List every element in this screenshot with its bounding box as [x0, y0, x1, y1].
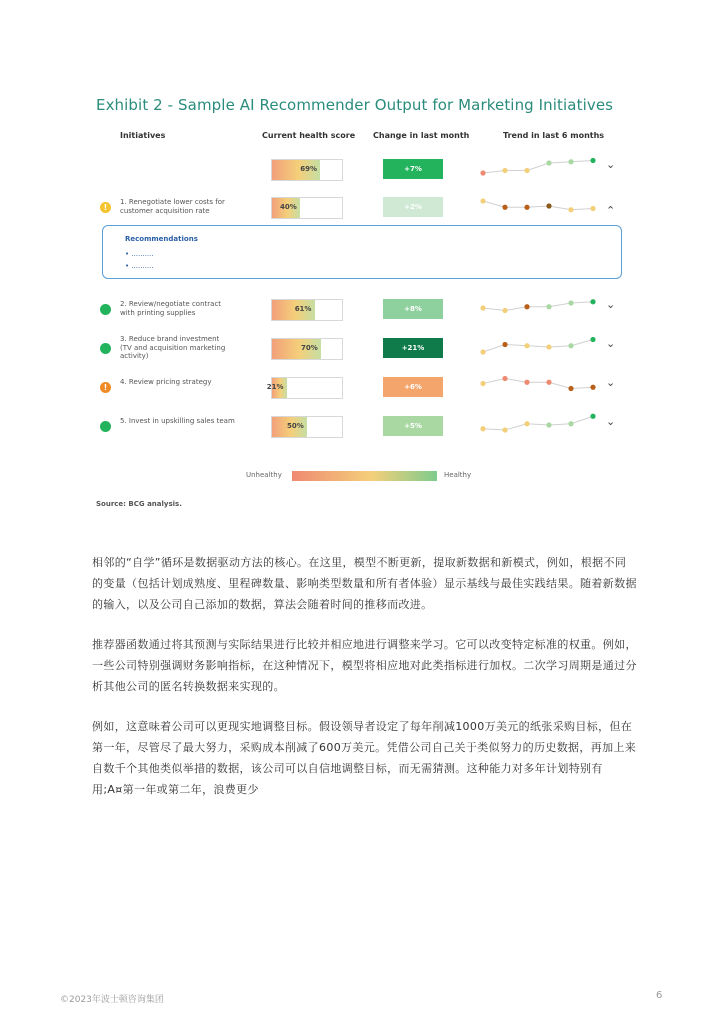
- health-score-bar: [271, 338, 343, 360]
- good-status-icon: [100, 343, 111, 354]
- health-score-value: 61%: [294, 305, 312, 313]
- change-badge: +6%: [383, 377, 443, 397]
- health-score-value: 69%: [300, 165, 318, 173]
- trend-point: [480, 381, 485, 386]
- health-score-bar: [271, 159, 343, 181]
- trend-point: [524, 304, 529, 309]
- initiative-row: [96, 156, 636, 184]
- initiative-label: 1. Renegotiate lower costs for customer acquisition rate: [120, 198, 225, 215]
- exhibit-title: Exhibit 2 - Sample AI Recommender Output for Marketing Initiatives: [96, 96, 614, 114]
- health-legend-bar: [292, 471, 437, 481]
- trend-point: [590, 337, 595, 342]
- health-score-bar: [271, 197, 343, 219]
- alert-status-icon: !: [100, 382, 111, 393]
- footer-copyright: ©2023年波士顿咨询集团: [60, 995, 164, 1005]
- chevron-down-icon[interactable]: ⌄: [606, 415, 616, 428]
- trend-point: [590, 158, 595, 163]
- trend-point: [480, 349, 485, 354]
- trend-point: [524, 421, 529, 426]
- trend-point: [546, 344, 551, 349]
- trend-sparkline: [478, 413, 603, 439]
- trend-point: [590, 414, 595, 419]
- trend-line: [483, 416, 593, 430]
- trend-sparkline: [478, 156, 603, 182]
- health-score-bar: [266, 377, 343, 399]
- body-paragraph: 推荐器函数通过将其预测与实际结果进行比较并相应地进行调整来学习。它可以改变特定标准的权重。例如，一些公司特别强调财务影响指标，在这种情况下，模型将相应地对此类指标进行加权。二次学习周期是通过分析其他公司的匿名转换数据来实现的。: [92, 638, 637, 693]
- trend-point: [480, 426, 485, 431]
- trend-point: [568, 300, 573, 305]
- initiative-row: [96, 413, 636, 441]
- initiative-row: [96, 194, 636, 222]
- recommendations-panel: [102, 225, 622, 279]
- trend-sparkline: [478, 374, 603, 400]
- trend-line: [483, 302, 593, 311]
- trend-point: [546, 380, 551, 385]
- trend-point: [524, 380, 529, 385]
- chevron-up-icon[interactable]: ⌃: [606, 204, 616, 217]
- trend-sparkline: [478, 296, 603, 322]
- page-number: 6: [656, 990, 663, 1001]
- trend-point: [480, 198, 485, 203]
- initiative-label: 5. Invest in upskilling sales team: [120, 417, 235, 425]
- initiative-row: [96, 335, 636, 363]
- trend-point: [568, 421, 573, 426]
- trend-point: [568, 386, 573, 391]
- trend-point: [524, 168, 529, 173]
- column-header-trend: Trend in last 6 months: [503, 131, 605, 140]
- trend-line: [483, 161, 593, 174]
- column-header-change: Change in last month: [373, 131, 470, 140]
- body-paragraph: 例如，这意味着公司可以更现实地调整目标。假设领导者设定了每年削减1000万美元的纸张采购目标，但在第一年，尽管尽了最大努力，采购成本削减了600万美元。凭借公司自己关于类似努力的历史数据，再加上来自数千个其他类似举措的数据，该公司可以自信地调整目标，而无需猜测。这种能力对多年计划特别有用;A¤第一年或第二年，浪费更少: [92, 720, 637, 796]
- good-status-icon: [100, 304, 111, 315]
- health-score-bar: [271, 299, 343, 321]
- recommendation-item: • ..........: [125, 262, 154, 270]
- trend-point: [502, 427, 507, 432]
- health-score-value: 40%: [280, 203, 297, 211]
- recommendation-text: ..........: [131, 250, 154, 258]
- trend-point: [568, 207, 573, 212]
- change-badge: +7%: [383, 159, 443, 179]
- trend-point: [590, 299, 595, 304]
- chevron-down-icon[interactable]: ⌄: [606, 298, 616, 311]
- trend-point: [502, 342, 507, 347]
- chevron-down-icon[interactable]: ⌄: [606, 158, 616, 171]
- trend-point: [524, 205, 529, 210]
- health-score-value: 50%: [287, 422, 304, 430]
- trend-point: [524, 343, 529, 348]
- legend-healthy-label: Healthy: [444, 471, 472, 479]
- trend-point: [502, 376, 507, 381]
- trend-point: [546, 160, 551, 165]
- source-note: Source: BCG analysis.: [96, 500, 182, 508]
- trend-sparkline: [478, 335, 603, 361]
- trend-line: [483, 379, 593, 389]
- change-badge: +5%: [383, 416, 443, 436]
- trend-point: [480, 305, 485, 310]
- trend-sparkline: [478, 194, 603, 220]
- initiative-label: 3. Reduce brand investment (TV and acquisition marketing activity): [120, 335, 226, 360]
- initiative-row: [96, 374, 636, 402]
- good-status-icon: [100, 421, 111, 432]
- chevron-down-icon[interactable]: ⌄: [606, 376, 616, 389]
- recommendation-item: • ..........: [125, 250, 154, 258]
- warning-status-icon: !: [100, 202, 111, 213]
- initiative-row: [96, 296, 636, 324]
- trend-point: [502, 168, 507, 173]
- recommendation-text: ..........: [131, 262, 154, 270]
- trend-point: [546, 422, 551, 427]
- health-score-value: 70%: [301, 344, 318, 352]
- legend-unhealthy-label: Unhealthy: [246, 471, 282, 479]
- trend-point: [502, 308, 507, 313]
- health-score-value: 21%: [266, 383, 284, 391]
- trend-point: [568, 343, 573, 348]
- trend-point: [590, 206, 595, 211]
- trend-point: [546, 203, 551, 208]
- chevron-down-icon[interactable]: ⌄: [606, 337, 616, 350]
- body-paragraph: 相邻的“自学”循环是数据驱动方法的核心。在这里，模型不断更新，提取新数据和新模式，例如，根据不同的变量（包括计划成熟度、里程碑数量、影响类型数量和所有者体验）显示基线与最佳实践结果。随着新数据的输入，以及公司自己添加的数据，算法会随着时间的推移而改进。: [92, 556, 637, 611]
- column-header-initiatives: Initiatives: [120, 131, 166, 140]
- trend-line: [483, 340, 593, 353]
- recommendations-title: Recommendations: [125, 235, 198, 243]
- trend-point: [502, 205, 507, 210]
- initiative-label: 2. Review/negotiate contract with printing supplies: [120, 300, 222, 317]
- change-badge: +21%: [383, 338, 443, 358]
- trend-point: [590, 385, 595, 390]
- trend-point: [546, 304, 551, 309]
- initiative-label: 4. Review pricing strategy: [120, 378, 212, 386]
- health-score-bar: [271, 416, 343, 438]
- change-badge: +2%: [383, 197, 443, 217]
- trend-point: [480, 170, 485, 175]
- change-badge: +8%: [383, 299, 443, 319]
- column-header-health: Current health score: [262, 131, 356, 140]
- trend-line: [483, 201, 593, 210]
- trend-point: [568, 159, 573, 164]
